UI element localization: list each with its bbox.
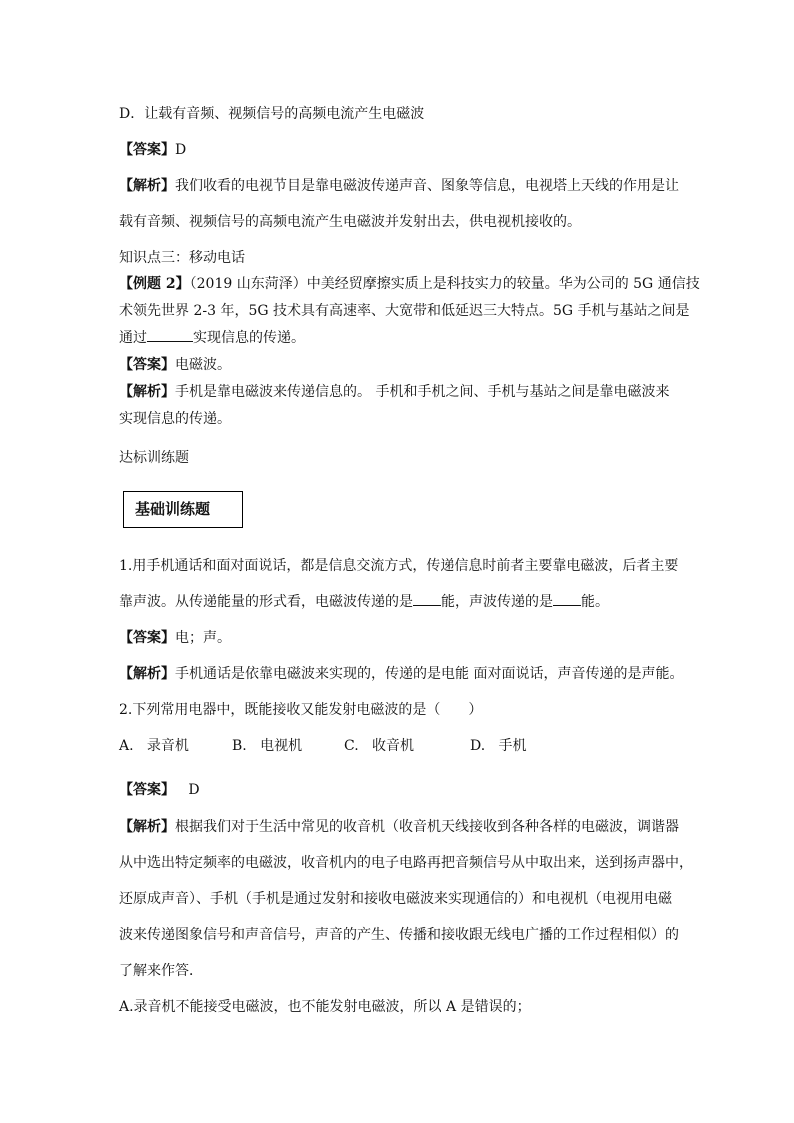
option-letter: C. — [344, 738, 359, 754]
option-text: 手机 — [498, 738, 527, 754]
answer-line — [119, 780, 200, 800]
option-a — [119, 736, 189, 756]
section-title: 达标训练题 — [119, 450, 189, 466]
answer-label: 【答案】 — [119, 357, 175, 373]
q1-text-a: 靠声波。从传递能量的形式看，电磁波传递的是 — [119, 594, 413, 610]
answer-label: 【答案】 — [119, 782, 175, 798]
answer-line — [119, 355, 231, 375]
answer-label: 【答案】 — [119, 142, 175, 158]
question-1-stem-continued — [119, 592, 609, 612]
fill-blank — [553, 592, 581, 606]
analysis-line — [119, 176, 679, 196]
q1-text-b: 能，声波传递的是 — [441, 594, 553, 610]
option-d — [470, 736, 527, 756]
example-fill-before: 通过 — [119, 330, 147, 346]
answer-value: D — [175, 142, 187, 158]
example-text-continued: 术领先世界 2-3 年，5G 技术具有高速率、大宽带和低延迟三大特点。5G 手机与基站之间是 — [119, 303, 690, 319]
option-letter: D. — [470, 738, 486, 754]
example-label: 【例题 2】 — [119, 276, 190, 292]
option-text: 录音机 — [146, 738, 189, 754]
option-text: 收音机 — [372, 738, 415, 754]
analysis-line — [119, 664, 683, 684]
analysis-text: 根据我们对于生活中常见的收音机（收音机天线接收到各种各样的电磁波，调谐器 — [175, 819, 679, 835]
analysis-line — [119, 817, 679, 837]
analysis-text: 手机通话是依靠电磁波来实现的，传递的是电能 面对面说话，声音传递的是声能。 — [175, 666, 684, 682]
question-1-stem: 1.用手机通话和面对面说话，都是信息交流方式，传递信息时前者主要靠电磁波，后者主要 — [119, 558, 679, 574]
analysis-text-continued: 从中选出特定频率的电磁波，收音机内的电子电路再把音频信号从中取出来，送到扬声器中， — [119, 855, 693, 871]
analysis-text-continued: 载有音频、视频信号的高频电流产生电磁波并发射出去，供电视机接收的。 — [119, 214, 581, 230]
question-2-stem: 2.下列常用电器中，既能接收又能发射电磁波的是（ ） — [119, 702, 483, 718]
option-d-text: D．让载有音频、视频信号的高频电流产生电磁波 — [119, 106, 425, 122]
analysis-text-continued: 还原成声音）、手机（手机是通过发射和接收电磁波来实现通信的）和电视机（电视用电磁 — [119, 891, 672, 907]
analysis-text-continued: 波来传递图象信号和声音信号，声音的产生、传播和接收跟无线电广播的工作过程相似）的 — [119, 927, 679, 943]
example-fill-line — [119, 328, 305, 348]
analysis-text-continued: 实现信息的传递。 — [119, 411, 231, 427]
analysis-label: 【解析】 — [119, 819, 175, 835]
section-box-title: 基础训练题 — [123, 491, 243, 528]
answer-value: 电；声。 — [175, 630, 231, 646]
fill-blank — [147, 328, 193, 342]
q1-text-c: 能。 — [581, 594, 609, 610]
analysis-label: 【解析】 — [119, 384, 175, 400]
knowledge-point-heading: 知识点三：移动电话 — [119, 250, 245, 266]
option-text: 电视机 — [260, 738, 303, 754]
answer-line — [119, 628, 231, 648]
example-fill-after: 实现信息的传递。 — [193, 330, 305, 346]
fill-blank — [413, 592, 441, 606]
analysis-line — [119, 382, 669, 402]
example-line — [119, 274, 700, 294]
option-letter: B. — [232, 738, 247, 754]
answer-label: 【答案】 — [119, 630, 175, 646]
analysis-text: 我们收看的电视节目是靠电磁波传递声音、图象等信息，电视塔上天线的作用是让 — [175, 178, 679, 194]
option-letter: A. — [119, 738, 134, 754]
analysis-text-continued: 了解来作答． — [119, 963, 203, 979]
example-text: （2019 山东菏泽）中美经贸摩擦实质上是科技实力的较量。华为公司的 5G 通信技 — [189, 276, 700, 292]
option-c — [344, 736, 414, 756]
analysis-point-a: A.录音机不能接受电磁波，也不能发射电磁波，所以 A 是错误的； — [119, 999, 531, 1015]
analysis-text: 手机是靠电磁波来传递信息的。 手机和手机之间、手机与基站之间是靠电磁波来 — [175, 384, 670, 400]
answer-value: 电磁波。 — [175, 357, 231, 373]
analysis-label: 【解析】 — [119, 666, 175, 682]
answer-line — [119, 140, 186, 160]
answer-value: D — [188, 782, 200, 798]
option-b — [232, 736, 302, 756]
analysis-label: 【解析】 — [119, 178, 175, 194]
